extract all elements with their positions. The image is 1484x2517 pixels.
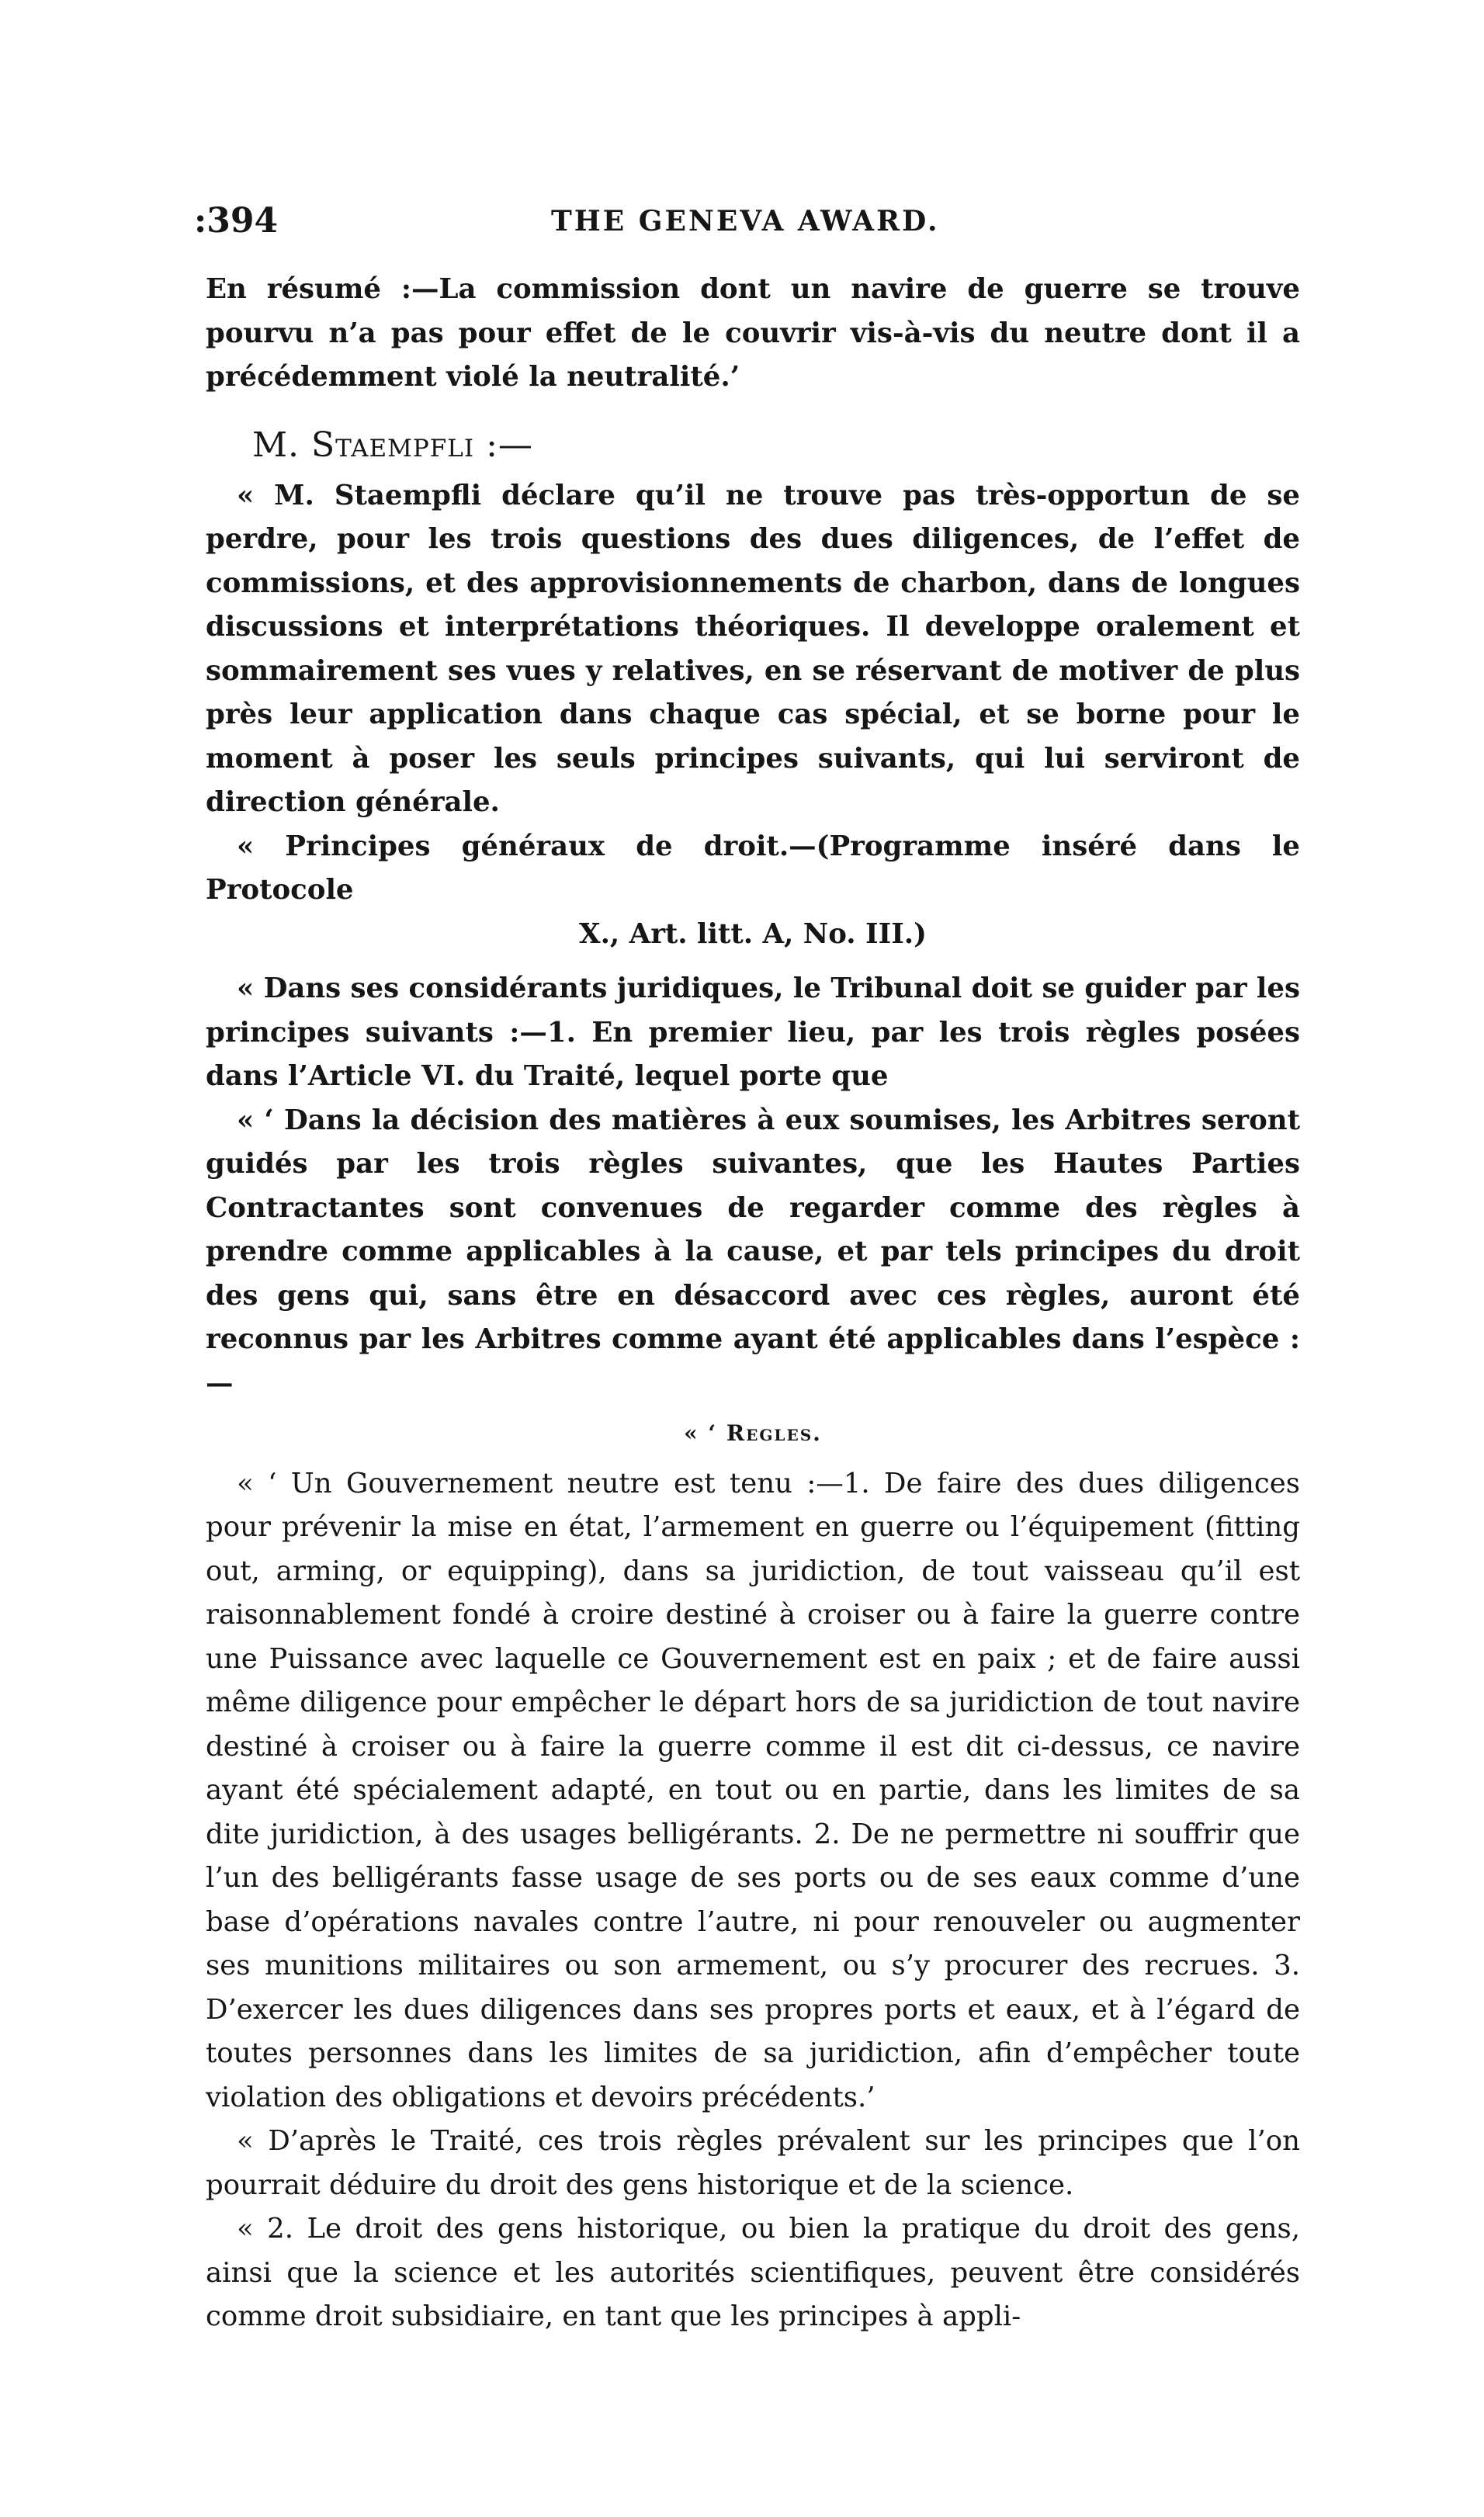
regles-heading: « ‘ Regles.	[684, 1420, 822, 1446]
paragraph-traite-prevalence: « D’après le Traité, ces trois règles prévalent sur les principes que l’on pourrait déduire du droit des gens historique et de la science.	[206, 2125, 1300, 2201]
page-header	[194, 194, 1296, 248]
paragraph-droit-subsidiaire: « 2. Le droit des gens historique, ou bien la pratique du droit des gens, ainsi que la science et les autorités scientifiques, peuvent être considérés comme droit subsidiaire, en tant que les principes à appli-	[206, 2213, 1300, 2332]
speaker-heading: M. Staempfli :—	[252, 425, 533, 465]
paragraph-resume: En résumé :—La commission dont un navire de guerre se trouve pourvu n’a pas pour effet de le couvrir vis-à-vis du neutre dont il a précédemment violé la neutralité.’	[206, 273, 1300, 393]
paragraph-regles-text: « ‘ Un Gouvernement neutre est tenu :—1. De faire des dues diligences pour prévenir la mise en état, l’armement en guerre ou l’équipement (fitting out, arming, or equipping), dans sa juridiction, de tout vaisseau qu’il est raisonnablement fondé à croire destiné à croiser ou à faire la guerre contre une Puissance avec laquelle ce Gouvernement est en paix ; et de faire aussi même diligence pour empêcher le départ hors de sa juridiction de tout navire destiné à croiser ou à faire la guerre comme il est dit ci-dessus, ce navire ayant été spécialement adapté, en tout ou en partie, dans les limites de sa dite juridiction, à des usages belligérants. 2. De ne permettre ni souffrir que l’un des belligérants fasse usage de ses ports ou de ses eaux comme d’une base d’opérations navales contre l’autre, ni pour renouveler ou augmenter ses munitions militaires ou son armement, ou s’y procurer des recrues. 3. D’exercer les dues diligences dans ses propres ports et eaux, et à l’égard de toutes personnes dans les limites de sa juridiction, afin d’empêcher toute violation des obligations et devoirs précédents.’	[206, 1467, 1300, 2113]
paragraph-principes-heading: « Principes généraux de droit.—(Programme inséré dans le Protocole	[206, 830, 1300, 906]
paragraph-considerants: « Dans ses considérants juridiques, le Tribunal doit se guider par les principes suivants :—1. En premier lieu, par les trois règles posées dans l’Article VI. du Traité, lequel porte que	[206, 972, 1300, 1092]
page-number: :394	[194, 201, 279, 241]
body-text	[206, 268, 1300, 2339]
paragraph-protocole-reference: X., Art. litt. A, No. III.)	[579, 917, 927, 950]
paragraph-article-vi-quote: « ‘ Dans la décision des matières à eux soumises, les Arbitres seront guidés par les trois règles suivantes, que les Hautes Parties Contractantes sont convenues de regarder comme des règles à prendre comme applicables à la cause, et par tels principes du droit des gens qui, sans être en désaccord avec ces règles, auront été reconnus par les Arbitres comme ayant été applicables dans l’espèce :—	[206, 1104, 1300, 1399]
running-head: THE GENEVA AWARD.	[551, 205, 940, 237]
paragraph-staempfli-declaration: « M. Staempfli déclare qu’il ne trouve pas très-opportun de se perdre, pour les trois questions des dues diligences, de l’effet de commissions, et des approvisionnements de charbon, dans de longues discussions et interprétations théoriques. Il developpe oralement et sommairement ses vues y relatives, en se réservant de motiver de plus près leur application dans chaque cas spécial, et se borne pour le moment à poser les seuls principes suivants, qui lui serviront de direction générale.	[206, 479, 1300, 818]
